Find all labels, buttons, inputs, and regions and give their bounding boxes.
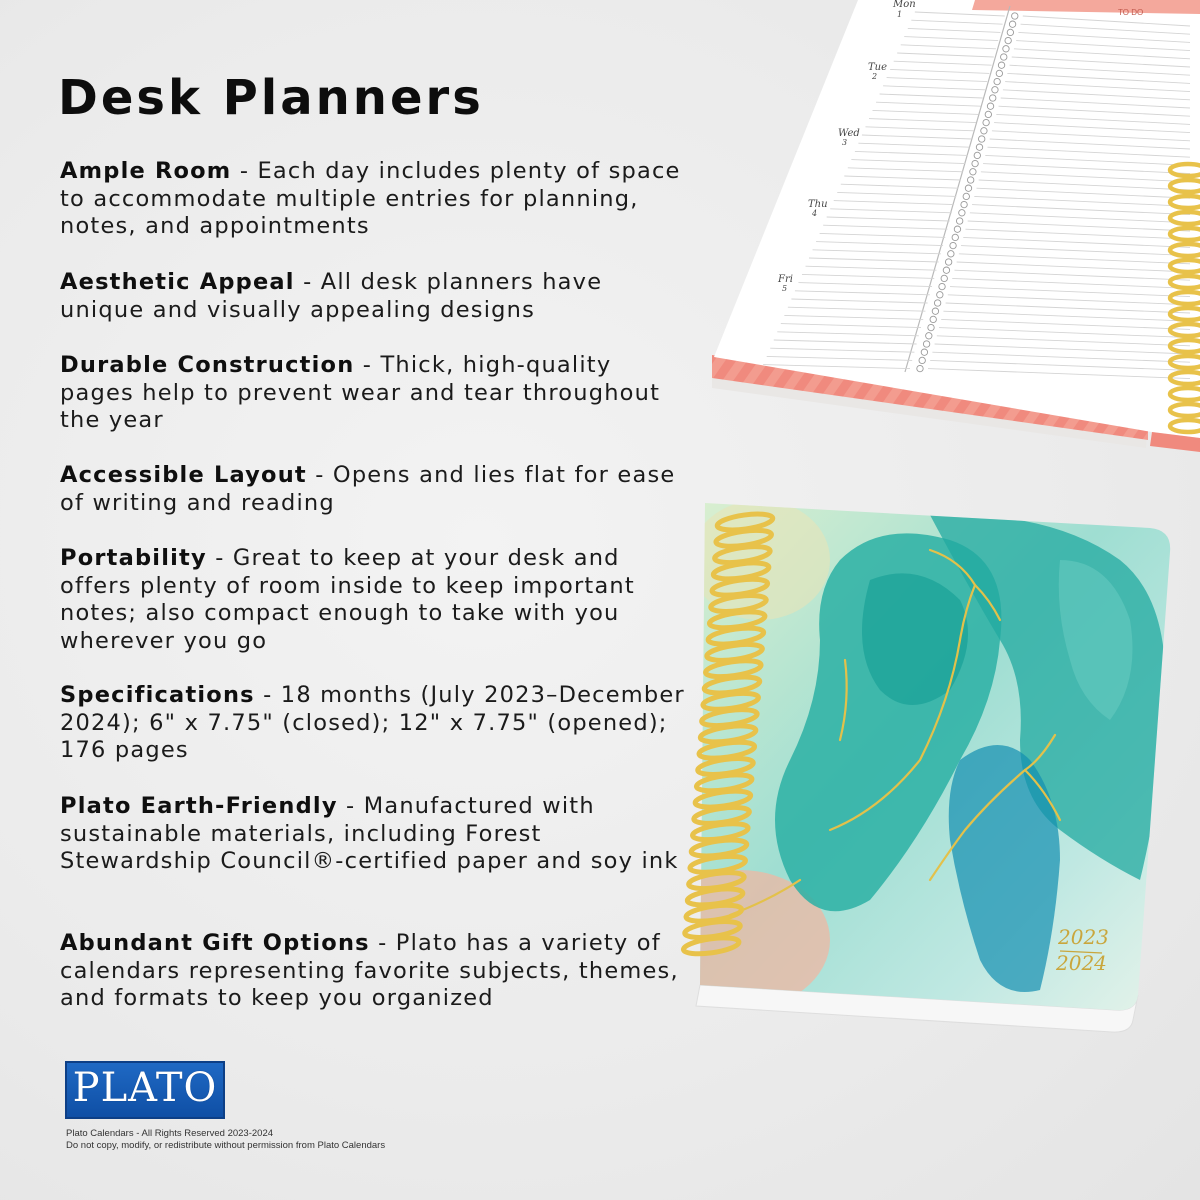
copyright-line-1: Plato Calendars - All Rights Reserved 2023-2024 [66, 1128, 274, 1139]
copyright-notice [66, 1128, 385, 1152]
feature-name: Portability [60, 545, 207, 571]
day-thu: Thu [808, 199, 828, 210]
day-wed-num: 3 [842, 138, 848, 147]
feature-text: - Manufactured with sustainable materials, including Forest Stewardship Council®-certified paper and soy ink [60, 793, 679, 875]
open-planner [712, 0, 1200, 452]
feature-text: - Plato has a variety of calendars representing favorite subjects, themes, and formats to keep you organized [60, 930, 679, 1012]
day-tue: Tue [868, 62, 888, 73]
page-title: Desk Planners [58, 70, 484, 126]
feature-text: - All desk planners have unique and visually appealing designs [60, 269, 603, 323]
day-fri: Fri [778, 274, 793, 285]
day-thu-num: 4 [812, 209, 818, 218]
feature-name: Abundant Gift Options [60, 930, 370, 956]
feature-text: - Each day includes plenty of space to accommodate multiple entries for planning, notes, and appointments [60, 158, 681, 240]
cover-year-end: 2024 [1056, 951, 1107, 975]
feature-name: Aesthetic Appeal [60, 269, 295, 295]
day-mon: Mon [893, 0, 916, 10]
planner-cover [650, 500, 1170, 1032]
copyright-line-2: Do not copy, modify, or redistribute without permission from Plato Calendars [66, 1140, 386, 1151]
logo-text: PLATO [72, 1065, 218, 1111]
day-wed: Wed [838, 128, 860, 139]
feature-text: - Great to keep at your desk and offers plenty of room inside to keep important notes; also compact enough to take with you wherever you go [60, 545, 635, 654]
feature-name: Durable Construction [60, 352, 355, 378]
day-mon-num: 1 [897, 10, 903, 19]
feature-text: - Thick, high-quality pages help to prevent wear and tear throughout the year [60, 352, 661, 434]
feature-text: - Opens and lies flat for ease of writing and reading [60, 462, 676, 516]
todo-label: TO DO [1118, 8, 1144, 17]
feature-text: - 18 months (July 2023–December 2024); 6" x 7.75" (closed); 12" x 7.75" (opened); 176 pages [60, 682, 685, 764]
feature-name: Plato Earth-Friendly [60, 793, 338, 819]
day-fri-num: 5 [782, 284, 788, 293]
cover-year-start: 2023 [1058, 925, 1109, 949]
feature-name: Specifications [60, 682, 255, 708]
plato-logo [65, 1061, 225, 1119]
feature-name: Accessible Layout [60, 462, 307, 488]
day-tue-num: 2 [872, 72, 878, 81]
feature-name: Ample Room [60, 158, 232, 184]
